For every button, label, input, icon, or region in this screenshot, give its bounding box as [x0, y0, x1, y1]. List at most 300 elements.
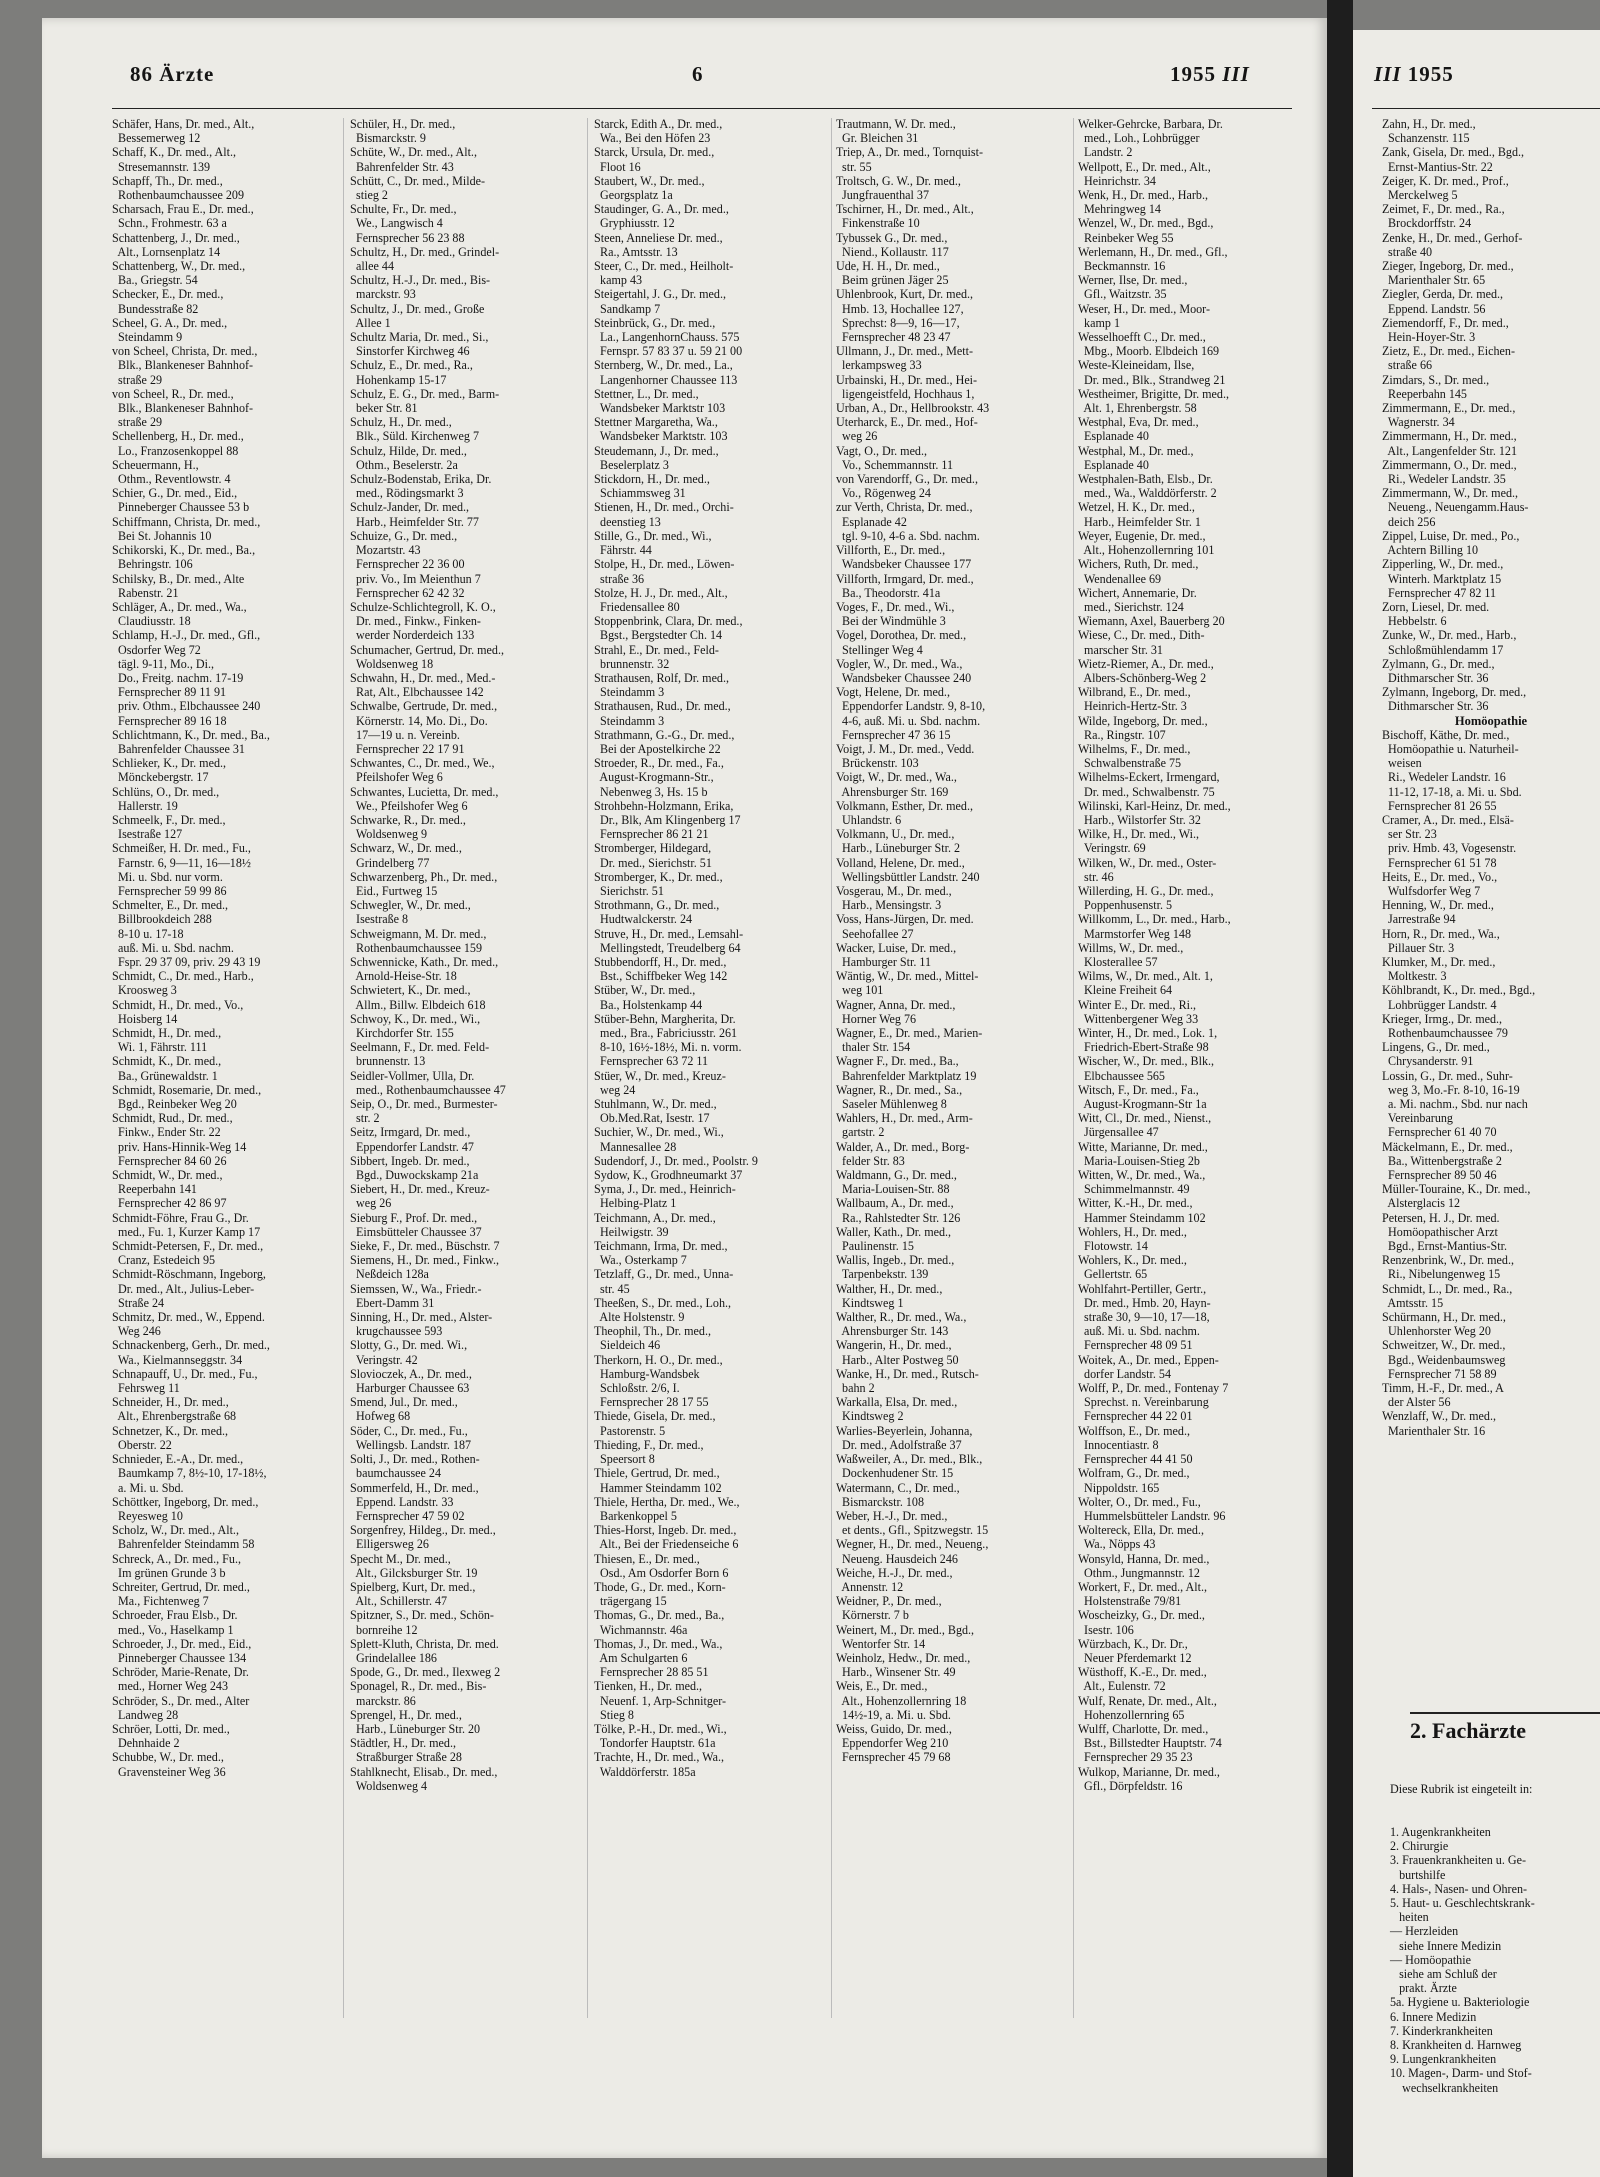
column-3 — [594, 117, 830, 2017]
entry-detail-line: Dehnhaide 2 — [112, 1736, 180, 1751]
entry-name-line: Schulz-Jander, Dr. med., — [350, 500, 470, 515]
entry-name-line: Specht M., Dr. med., — [350, 1551, 451, 1566]
entry-detail-line: Kleine Freiheit 64 — [1078, 983, 1173, 998]
entry-name-line: Trautmann, W. Dr. med., — [836, 117, 956, 131]
entry-name-line: Zenke, H., Dr. med., Gerhof- — [1382, 230, 1523, 245]
entry-detail-line: Veringstr. 69 — [1078, 841, 1146, 856]
entry-name-line: Stroeder, R., Dr. med., Fa., — [594, 756, 724, 771]
entry-detail-line: weg 26 — [350, 1196, 392, 1211]
entry-name-line: Woltereck, Ella, Dr. med., — [1078, 1523, 1204, 1538]
entry-detail-line: Wandsbeker Marktstr 103 — [594, 401, 726, 416]
entry-detail-line: Dithmarscher Str. 36 — [1382, 699, 1489, 714]
entry-detail-line: Gr. Bleichen 31 — [836, 131, 919, 146]
entry-name-line: Städtler, H., Dr. med., — [350, 1736, 456, 1751]
entry-name-line: Uhlenbrook, Kurt, Dr. med., — [836, 287, 974, 302]
entry-detail-line: Fernsprecher 61 51 78 — [1382, 855, 1497, 870]
entry-detail-line: Neueng., Neuengamm.Haus- — [1382, 500, 1529, 515]
entry-name-line: Warlies-Beyerlein, Johanna, — [836, 1423, 973, 1438]
page-year: 1955 III — [1170, 62, 1250, 86]
entry-detail-line: Hummelsbütteler Landstr. 96 — [1078, 1508, 1226, 1523]
entry-detail-line: Elbchaussee 565 — [1078, 1068, 1165, 1083]
entry-name-line: Stüber, W., Dr. med., — [594, 983, 696, 998]
entry-detail-line: marckstr. 86 — [350, 1693, 416, 1708]
entry-detail-line: allee 44 — [350, 259, 394, 274]
entry-detail-line: Gellertstr. 65 — [1078, 1267, 1148, 1282]
entry-detail-line: Arnold-Heise-Str. 18 — [350, 969, 457, 984]
entry-name-line: Waßweiler, A., Dr. med., Blk., — [836, 1452, 983, 1467]
entry-detail-line: Flotowstr. 14 — [1078, 1239, 1148, 1254]
entry-detail-line: Fernsprecher 81 26 55 — [1382, 798, 1497, 813]
entry-detail-line: Bahrenfelder Chaussee 31 — [112, 741, 245, 756]
fach-list-item: 10. Magen-, Darm- und Stof- — [1390, 2066, 1532, 2081]
entry-name-line: Wilke, H., Dr. med., Wi., — [1078, 827, 1200, 842]
entry-detail-line: 11-12, 17-18, a. Mi. u. Sbd. — [1382, 784, 1522, 799]
entry-detail-line: weg 24 — [594, 1082, 636, 1097]
entry-detail-line: Harb., Lüneburger Str. 20 — [350, 1721, 481, 1736]
entry-name-line: Wetzel, H. K., Dr. med., — [1078, 500, 1195, 515]
entry-name-line: Werner, Ilse, Dr. med., — [1078, 273, 1188, 288]
entry-name-line: Zimmermann, O., Dr. med., — [1382, 457, 1517, 472]
entry-detail-line: auß. Mi. u. Sbd. nachm. — [112, 940, 234, 955]
entry-detail-line: str. 55 — [836, 159, 872, 174]
entry-name-line: Wichert, Annemarie, Dr. — [1078, 585, 1197, 600]
entry-detail-line: Rat, Alt., Elbchaussee 142 — [350, 685, 484, 700]
entry-name-line: Starck, Edith A., Dr. med., — [594, 117, 723, 131]
entry-detail-line: Allee 1 — [350, 315, 391, 330]
entry-name-line: Schüte, W., Dr. med., Alt., — [350, 145, 477, 160]
entry-name-line: Solti, J., Dr. med., Rothen- — [350, 1452, 480, 1467]
entry-name-line: Timm, H.-F., Dr. med., A — [1382, 1381, 1504, 1396]
entry-detail-line: Steindamm 3 — [594, 713, 665, 728]
entry-name-line: Zunke, W., Dr. med., Harb., — [1382, 628, 1517, 643]
entry-detail-line: Marienthaler Str. 16 — [1382, 1423, 1486, 1438]
entry-detail-line: Wa., Nöpps 43 — [1078, 1537, 1156, 1552]
entry-name-line: Wegner, H., Dr. med., Neueng., — [836, 1537, 989, 1552]
entry-name-line: Lingens, G., Dr. med., — [1382, 1040, 1490, 1055]
entry-detail-line: Fernsprecher 89 16 18 — [112, 713, 227, 728]
entry-detail-line: stieg 2 — [350, 188, 388, 203]
entry-detail-line: Ba., Theodorstr. 41a — [836, 585, 941, 600]
entry-detail-line: Friedrich-Ebert-Straße 98 — [1078, 1040, 1209, 1055]
entry-name-line: Zietz, E., Dr. med., Eichen- — [1382, 344, 1515, 359]
entry-detail-line: krugchaussee 593 — [350, 1324, 443, 1339]
entry-name-line: Uterharck, E., Dr. med., Hof- — [836, 415, 978, 430]
entry-detail-line: Maria-Louisen-Stieg 2b — [1078, 1153, 1200, 1168]
entry-detail-line: Harb., Heimfelder Str. 77 — [350, 514, 479, 529]
entry-name-line: Köhlbrandt, K., Dr. med., Bgd., — [1382, 983, 1536, 998]
entry-detail-line: Eppend. Landstr. 33 — [350, 1494, 454, 1509]
entry-detail-line: Fernsprecher 48 23 47 — [836, 330, 951, 345]
entry-detail-line: kamp 43 — [594, 273, 643, 288]
entry-detail-line: weg 101 — [836, 983, 884, 998]
entry-detail-line: Gravensteiner Weg 36 — [112, 1764, 226, 1779]
column-2 — [350, 117, 586, 2017]
entry-detail-line: Fernsprecher 29 35 23 — [1078, 1750, 1193, 1765]
entry-name-line: Voigt, W., Dr. med., Wa., — [836, 770, 957, 785]
entry-detail-line: str. 46 — [1078, 869, 1114, 884]
entry-name-line: Zorn, Liesel, Dr. med. — [1382, 599, 1490, 614]
entry-detail-line: Alt. 1, Ehrenbergstr. 58 — [1078, 401, 1197, 416]
entry-name-line: Schwoy, K., Dr. med., Wi., — [350, 1011, 481, 1026]
entry-detail-line: Bahrenfelder Marktplatz 19 — [836, 1068, 977, 1083]
entry-detail-line: Blk., Blankeneser Bahnhof- — [112, 358, 254, 373]
entry-detail-line: Sieldeich 46 — [594, 1338, 661, 1353]
entry-name-line: Woitek, A., Dr. med., Eppen- — [1078, 1352, 1219, 1367]
entry-detail-line: med., Bra., Fabriciusstr. 261 — [594, 1026, 738, 1040]
entry-name-line: Seidler-Vollmer, Ulla, Dr. — [350, 1068, 475, 1083]
entry-detail-line: 8-10, 16½-18½, Mi. n. vorm. — [594, 1040, 742, 1055]
entry-name-line: Steen, Anneliese Dr. med., — [594, 230, 723, 245]
entry-name-line: Stoppenbrink, Clara, Dr. med., — [594, 614, 743, 629]
section-heading: Homöopathie — [1454, 713, 1528, 728]
entry-detail-line: Wandsbeker Chaussee 240 — [836, 670, 972, 685]
entry-name-line: Wulkop, Marianne, Dr. med., — [1078, 1764, 1220, 1779]
entry-name-line: Renzenbrink, W., Dr. med., — [1382, 1253, 1515, 1268]
entry-name-line: Wilinski, Karl-Heinz, Dr. med., — [1078, 798, 1231, 813]
entry-detail-line: ser Str. 23 — [1382, 827, 1437, 842]
entry-name-line: Schäfer, Hans, Dr. med., Alt., — [112, 117, 255, 131]
entry-name-line: Siebert, H., Dr. med., Kreuz- — [350, 1182, 490, 1197]
entry-detail-line: kamp 1 — [1078, 315, 1120, 330]
entry-detail-line: Esplanade 40 — [1078, 429, 1149, 444]
entry-detail-line: Jürgensallee 47 — [1078, 1125, 1159, 1140]
book-gutter — [1327, 0, 1353, 2177]
entry-detail-line: Hamburger Str. 11 — [836, 954, 932, 969]
entry-detail-line: Bessemerweg 12 — [112, 131, 201, 146]
entry-detail-line: Georgsplatz 1a — [594, 188, 673, 203]
entry-name-line: Zimdars, S., Dr. med., — [1382, 372, 1490, 387]
entry-detail-line: Steindamm 9 — [112, 330, 183, 345]
entry-name-line: Stromberger, K., Dr. med., — [594, 869, 723, 884]
entry-name-line: Sternberg, W., Dr. med., La., — [594, 358, 733, 373]
entry-name-line: Witt, Cl., Dr. med., Nienst., — [1078, 1111, 1212, 1126]
entry-detail-line: Wellingsb. Landstr. 187 — [350, 1437, 472, 1452]
entry-detail-line: Hein-Hoyer-Str. 3 — [1382, 330, 1476, 345]
entry-detail-line: Alt., Lornsenplatz 14 — [112, 244, 221, 259]
entry-detail-line: Mi. u. Sbd. nur vorm. — [112, 869, 223, 884]
entry-detail-line: Dr. med., Alt., Julius-Leber- — [112, 1281, 255, 1296]
entry-name-line: Schmidt, W., Dr. med., — [112, 1168, 223, 1183]
entry-detail-line: Fernsprecher 89 11 91 — [112, 685, 227, 700]
entry-detail-line: Ba., Wittenbergstraße 2 — [1382, 1153, 1502, 1168]
entry-detail-line: Pillauer Str. 3 — [1382, 940, 1455, 955]
entry-name-line: von Scheel, R., Dr. med., — [112, 386, 234, 401]
entry-detail-line: Albers-Schönberg-Weg 2 — [1078, 670, 1207, 685]
entry-detail-line: Blk., Süld. Kirchenweg 7 — [350, 429, 479, 444]
entry-detail-line: Grindelberg 77 — [350, 855, 430, 870]
entry-detail-line: Fernsprecher 48 09 51 — [1078, 1338, 1193, 1353]
fach-list-item: 1. Augenkrankheiten — [1390, 1825, 1491, 1840]
entry-detail-line: lerkampsweg 33 — [836, 358, 922, 373]
entry-name-line: Witte, Marianne, Dr. med., — [1078, 1139, 1208, 1154]
entry-name-line: Tybussek G., Dr. med., — [836, 230, 948, 245]
entry-name-line: Walther, H., Dr. med., — [836, 1281, 943, 1296]
entry-name-line: Vagt, O., Dr. med., — [836, 443, 928, 458]
entry-name-line: Schwegler, W., Dr. med., — [350, 898, 471, 913]
entry-name-line: Wiese, C., Dr. med., Dith- — [1078, 628, 1205, 643]
entry-detail-line: Holstenstraße 79/81 — [1078, 1594, 1182, 1609]
entry-name-line: Volkmann, Esther, Dr. med., — [836, 798, 974, 813]
entry-detail-line: Rothenbaumchaussee 159 — [350, 940, 482, 955]
entry-name-line: Steigertahl, J. G., Dr. med., — [594, 287, 727, 302]
entry-detail-line: Eid., Furtweg 15 — [350, 883, 438, 898]
entry-detail-line: Hudtwalckerstr. 24 — [594, 912, 693, 927]
entry-detail-line: straße 29 — [112, 372, 163, 387]
entry-name-line: Sprengel, H., Dr. med., — [350, 1707, 462, 1722]
entry-detail-line: Woldsenweg 18 — [350, 656, 434, 671]
fach-list-item: 5a. Hygiene u. Bakteriologie — [1390, 1995, 1530, 2010]
fach-list-item: 8. Krankheiten d. Harnweg — [1390, 2038, 1522, 2053]
entry-detail-line: straße 36 — [594, 571, 645, 586]
entry-name-line: Schmitz, Dr. med., W., Eppend. — [112, 1310, 265, 1325]
entry-detail-line: Billbrookdeich 288 — [112, 912, 212, 927]
entry-detail-line: Fernsprecher 28 17 55 — [594, 1395, 709, 1410]
entry-detail-line: ligengeistfeld, Hochhaus 1, — [836, 386, 975, 401]
entry-name-line: Wilde, Ingeborg, Dr. med., — [1078, 713, 1208, 728]
entry-name-line: von Scheel, Christa, Dr. med., — [112, 344, 258, 359]
entry-detail-line: priv. Othm., Elbchaussee 240 — [112, 699, 261, 714]
entry-detail-line: 4-6, auß. Mi. u. Sbd. nachm. — [836, 713, 981, 728]
entry-detail-line: Straßburger Straße 28 — [350, 1750, 462, 1765]
entry-detail-line: Schiammsweg 31 — [594, 486, 686, 501]
entry-detail-line: deich 256 — [1382, 514, 1436, 529]
entry-detail-line: Schanzenstr. 115 — [1382, 131, 1470, 146]
entry-detail-line: med., Wa., Walddörferstr. 2 — [1078, 486, 1217, 501]
entry-name-line: Strahl, E., Dr. med., Feld- — [594, 642, 719, 657]
entry-name-line: Wulff, Charlotte, Dr. med., — [1078, 1721, 1209, 1736]
entry-name-line: Wolffson, E., Dr. med., — [1078, 1423, 1191, 1438]
entry-name-line: Zeimet, F., Dr. med., Ra., — [1382, 202, 1505, 217]
entry-name-line: Schmidt-Röschmann, Ingeborg, — [112, 1267, 266, 1282]
entry-name-line: Steinbrück, G., Dr. med., — [594, 315, 716, 330]
entry-detail-line: Othm., Reventlowstr. 4 — [112, 472, 231, 487]
fach-list-item: heiten — [1390, 1910, 1429, 1925]
entry-name-line: Thiele, Gertrud, Dr. med., — [594, 1466, 720, 1481]
entry-detail-line: werder Norderdeich 133 — [350, 628, 475, 643]
entry-detail-line: marscher Str. 31 — [1078, 642, 1163, 657]
entry-name-line: Sieke, F., Dr. med., Büschstr. 7 — [350, 1239, 500, 1254]
entry-name-line: Zipperling, W., Dr. med., — [1382, 557, 1504, 572]
entry-name-line: Schmidt, H., Dr. med., — [112, 1026, 222, 1040]
entry-detail-line: Stieg 8 — [594, 1707, 634, 1722]
entry-name-line: Schikorski, K., Dr. med., Ba., — [112, 543, 256, 558]
page-number: 86 Ärzte — [130, 62, 215, 86]
entry-name-line: Tölke, P.-H., Dr. med., Wi., — [594, 1721, 727, 1736]
entry-name-line: Thomas, G., Dr. med., Ba., — [594, 1608, 725, 1623]
entry-detail-line: Ma., Fichtenweg 7 — [112, 1594, 209, 1609]
entry-name-line: Weste-Kleineidam, Ilse, — [1078, 358, 1195, 373]
entry-detail-line: Rothenbaumchaussee 209 — [112, 188, 244, 203]
entry-detail-line: Im grünen Grunde 3 b — [112, 1565, 226, 1580]
entry-name-line: Schnieder, E.-A., Dr. med., — [112, 1452, 244, 1467]
entry-name-line: Tetzlaff, G., Dr. med., Unna- — [594, 1267, 734, 1282]
entry-detail-line: Paulinenstr. 15 — [836, 1239, 914, 1254]
fach-list-item: wechselkrankheiten — [1390, 2080, 1499, 2095]
entry-name-line: Teichmann, Irma, Dr. med., — [594, 1239, 728, 1254]
entry-name-line: Stüer, W., Dr. med., Kreuz- — [594, 1068, 726, 1083]
entry-name-line: Strohbehn-Holzmann, Erika, — [594, 798, 734, 813]
entry-name-line: Wulf, Renate, Dr. med., Alt., — [1078, 1693, 1217, 1708]
entry-name-line: Voigt, J. M., Dr. med., Vedd. — [836, 741, 975, 756]
entry-name-line: Sponagel, R., Dr. med., Bis- — [350, 1679, 487, 1694]
entry-detail-line: Alsterglacis 12 — [1382, 1196, 1461, 1211]
entry-name-line: Seelmann, F., Dr. med. Feld- — [350, 1040, 490, 1055]
entry-detail-line: Alt., Ehrenbergstraße 68 — [112, 1409, 237, 1424]
entry-detail-line: Veringstr. 42 — [350, 1352, 418, 1367]
fach-list-item: prakt. Ärzte — [1390, 1981, 1457, 1996]
entry-name-line: Waldmann, G., Dr. med., — [836, 1168, 957, 1183]
fachaerzte-intro-text: Diese Rubrik ist eingeteilt in: — [1390, 1782, 1533, 1797]
entry-detail-line: Oberstr. 22 — [112, 1437, 172, 1452]
entry-name-line: Schroeder, Frau Elsb., Dr. — [112, 1608, 238, 1623]
entry-detail-line: Grindelallee 186 — [350, 1650, 437, 1665]
fachaerzte-list — [1390, 1825, 1600, 2095]
entry-name-line: Wohlfahrt-Pertiller, Gertr., — [1078, 1281, 1207, 1296]
entry-detail-line: Pfeilshofer Weg 6 — [350, 770, 443, 785]
entry-detail-line: Stresemannstr. 139 — [112, 159, 211, 174]
entry-detail-line: Neuer Pferdemarkt 12 — [1078, 1650, 1192, 1665]
entry-detail-line: Körnerstr. 14, Mo. Di., Do. — [350, 713, 488, 728]
entry-name-line: Witten, W., Dr. med., Wa., — [1078, 1168, 1206, 1183]
entry-detail-line: Innocentiastr. 8 — [1078, 1437, 1159, 1452]
entry-detail-line: Bahrenfelder Steindamm 58 — [112, 1537, 255, 1552]
entry-name-line: Zank, Gisela, Dr. med., Bgd., — [1382, 145, 1525, 160]
entry-name-line: Stettner, L., Dr. med., — [594, 386, 699, 401]
entry-name-line: Warkalla, Elsa, Dr. med., — [836, 1395, 958, 1410]
entry-name-line: Weiche, H.-J., Dr. med., — [836, 1565, 953, 1580]
entry-detail-line: a. Mi. nachm., Sbd. nur nach — [1382, 1097, 1528, 1112]
entry-name-line: Schüler, H., Dr. med., — [350, 117, 456, 131]
entry-name-line: Schwahn, H., Dr. med., Med.- — [350, 670, 496, 685]
entry-detail-line: Ri., Wedeler Landstr. 16 — [1382, 770, 1506, 785]
column-5 — [1078, 117, 1324, 2017]
entry-name-line: Schmidt, K., Dr. med., — [112, 1054, 222, 1069]
entry-name-line: Wolfram, G., Dr. med., — [1078, 1466, 1190, 1481]
entry-name-line: Henning, W., Dr. med., — [1382, 898, 1494, 913]
entry-name-line: Petersen, H. J., Dr. med. — [1382, 1210, 1500, 1225]
entry-name-line: Thiesen, E., Dr. med., — [594, 1551, 700, 1566]
entry-detail-line: Fernsprecher 47 59 02 — [350, 1508, 465, 1523]
column-4 — [836, 117, 1072, 2017]
entry-name-line: Weidner, P., Dr. med., — [836, 1594, 942, 1609]
entry-name-line: Triep, A., Dr. med., Tornquist- — [836, 145, 983, 160]
entry-name-line: Lossin, G., Dr. med., Suhr- — [1382, 1068, 1513, 1083]
entry-name-line: Horn, R., Dr. med., Wa., — [1382, 926, 1500, 941]
entry-detail-line: Fernsprecher 47 36 15 — [836, 727, 951, 742]
entry-detail-line: Bei St. Johannis 10 — [112, 528, 212, 543]
entry-detail-line: felder Str. 83 — [836, 1153, 905, 1168]
entry-detail-line: Beckmannstr. 16 — [1078, 259, 1166, 274]
entry-name-line: Zippel, Luise, Dr. med., Po., — [1382, 528, 1520, 543]
entry-name-line: Heits, E., Dr. med., Vo., — [1382, 869, 1498, 884]
entry-name-line: Klumker, M., Dr. med., — [1382, 954, 1496, 969]
entry-detail-line: Dr. med., Hmb. 20, Hayn- — [1078, 1295, 1211, 1310]
entry-detail-line: Fernsprecher 22 17 91 — [350, 741, 465, 756]
entry-name-line: Wanke, H., Dr. med., Rutsch- — [836, 1366, 979, 1381]
entry-name-line: Welker-Gehrcke, Barbara, Dr. — [1078, 117, 1223, 131]
entry-detail-line: Schn., Frohmestr. 63 a — [112, 216, 227, 231]
entry-name-line: Schlamp, H.-J., Dr. med., Gfl., — [112, 628, 261, 643]
entry-detail-line: Hamburg-Wandsbek — [594, 1366, 700, 1381]
entry-name-line: Schmidt, H., Dr. med., Vo., — [112, 997, 244, 1012]
entry-detail-line: trägergang 15 — [594, 1594, 667, 1609]
entry-name-line: Winter E., Dr. med., Ri., — [1078, 997, 1197, 1012]
entry-detail-line: Osd., Am Osdorfer Born 6 — [594, 1565, 729, 1580]
entry-detail-line: Schimmelmannstr. 49 — [1078, 1182, 1190, 1197]
entry-name-line: Wellpott, E., Dr. med., Alt., — [1078, 159, 1211, 174]
entry-name-line: Schürmann, H., Dr. med., — [1382, 1310, 1506, 1325]
entry-detail-line: brunnenstr. 13 — [350, 1054, 426, 1069]
entry-name-line: Vosgerau, M., Dr. med., — [836, 883, 952, 898]
entry-name-line: Schweigmann, M. Dr. med., — [350, 926, 487, 941]
entry-name-line: Schlichtmann, K., Dr. med., Ba., — [112, 727, 270, 742]
entry-name-line: Siemens, H., Dr. med., Finkw., — [350, 1253, 500, 1268]
entry-detail-line: Cranz, Estedeich 95 — [112, 1253, 216, 1268]
entry-name-line: Schmelter, E., Dr. med., — [112, 898, 229, 913]
entry-detail-line: We., Langwisch 4 — [350, 216, 443, 231]
entry-detail-line: Fernsprecher 84 60 26 — [112, 1153, 227, 1168]
entry-detail-line: Ba., Holstenkamp 44 — [594, 997, 703, 1012]
entry-detail-line: Heinrichstr. 34 — [1078, 173, 1156, 188]
entry-detail-line: Homöopathie u. Naturheil- — [1382, 741, 1519, 756]
entry-name-line: Wolff, P., Dr. med., Fontenay 7 — [1078, 1381, 1229, 1396]
entry-name-line: Schultz, H.-J., Dr. med., Bis- — [350, 273, 491, 288]
entry-detail-line: Neuenf. 1, Arp-Schnitger- — [594, 1693, 727, 1708]
entry-name-line: Wilken, W., Dr. med., Oster- — [1078, 855, 1217, 870]
entry-name-line: Siemssen, W., Wa., Friedr.- — [350, 1281, 482, 1296]
entry-detail-line: Mannesallee 28 — [594, 1139, 677, 1154]
entry-detail-line: Fehrsweg 11 — [112, 1381, 180, 1396]
entry-name-line: Wietz-Riemer, A., Dr. med., — [1078, 656, 1214, 671]
entry-detail-line: Brückenstr. 103 — [836, 756, 919, 771]
entry-name-line: Westphal, M., Dr. med., — [1078, 443, 1194, 458]
entry-name-line: Ziemendorff, F., Dr. med., — [1382, 315, 1509, 330]
entry-detail-line: Fernsprecher 47 82 11 — [1382, 585, 1497, 600]
entry-detail-line: auß. Mi. u. Sbd. nachm. — [1078, 1324, 1200, 1339]
entry-name-line: Sydow, K., Grodhneumarkt 37 — [594, 1168, 743, 1183]
entry-detail-line: Merckelweg 5 — [1382, 188, 1458, 203]
entry-name-line: Scharsach, Frau E., Dr. med., — [112, 202, 254, 217]
right-page-header: III 1955 — [1374, 62, 1454, 86]
entry-detail-line: beker Str. 81 — [350, 401, 418, 416]
entry-detail-line: med., Rödingsmarkt 3 — [350, 486, 464, 501]
entry-detail-line: Nebenweg 3, Hs. 15 b — [594, 784, 708, 799]
entry-name-line: Wagner, E., Dr. med., Marien- — [836, 1026, 983, 1040]
entry-detail-line: Mellingstedt, Treudelberg 64 — [594, 940, 741, 955]
entry-detail-line: Vo., Schemmannstr. 11 — [836, 457, 954, 472]
entry-name-line: Walder, A., Dr. med., Borg- — [836, 1139, 970, 1154]
entry-name-line: Schroeder, J., Dr. med., Eid., — [112, 1636, 252, 1651]
entry-name-line: Stubbendorff, H., Dr. med., — [594, 954, 727, 969]
entry-name-line: Seip, O., Dr. med., Burmester- — [350, 1097, 498, 1112]
fach-list-item: 6. Innere Medizin — [1390, 2009, 1477, 2024]
entry-name-line: Wagner F., Dr. med., Ba., — [836, 1054, 959, 1069]
entry-detail-line: Bismarckstr. 108 — [836, 1494, 925, 1509]
entry-detail-line: Wendenallee 69 — [1078, 571, 1162, 586]
entry-name-line: Weser, H., Dr. med., Moor- — [1078, 301, 1210, 316]
entry-name-line: Wesselhoefft C., Dr. med., — [1078, 330, 1206, 345]
entry-detail-line: Wi. 1, Fährstr. 111 — [112, 1040, 208, 1055]
entry-detail-line: Nippoldstr. 165 — [1078, 1480, 1160, 1495]
entry-name-line: Vogler, W., Dr. med., Wa., — [836, 656, 963, 671]
entry-name-line: Stuhlmann, W., Dr. med., — [594, 1097, 717, 1112]
entry-detail-line: Moltkestr. 3 — [1382, 969, 1447, 984]
entry-name-line: Watermann, C., Dr. med., — [836, 1480, 960, 1495]
entry-name-line: Workert, F., Dr. med., Alt., — [1078, 1579, 1208, 1594]
entry-detail-line: Eppendorfer Weg 210 — [836, 1736, 949, 1751]
entry-detail-line: Finkenstraße 10 — [836, 216, 920, 231]
entry-detail-line: Wandsbeker Marktstr. 103 — [594, 429, 728, 444]
